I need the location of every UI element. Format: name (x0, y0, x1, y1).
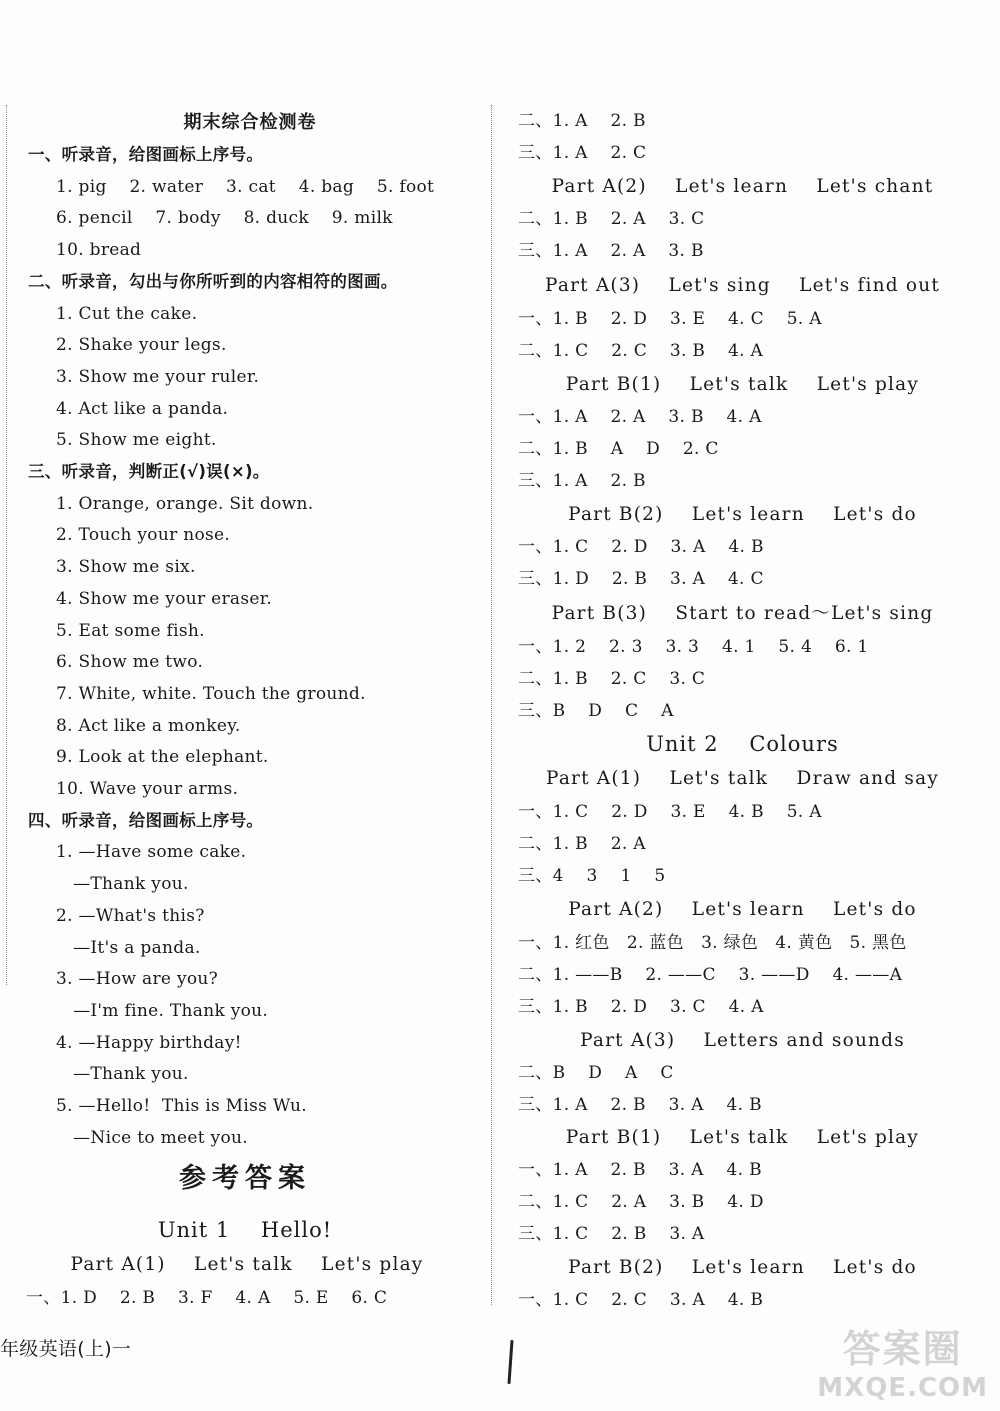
question-line: 7. White, white. Touch the ground. (56, 683, 366, 704)
answer-line: 一、1. C 2. D 3. E 4. B 5. A (518, 802, 822, 822)
question-line: —Nice to meet you. (56, 1127, 248, 1148)
part-title: Part A(1) Let's talk Draw and say (546, 768, 939, 789)
answer-line: 三、1. A 2. B 3. A 4. B (518, 1095, 762, 1115)
unit-title: Unit 1 Hello! (157, 1218, 333, 1242)
part-title: Part A(1) Let's talk Let's play (70, 1254, 424, 1275)
answer-line: 二、1. B A D 2. C (518, 439, 719, 459)
answer-line: 三、1. A 2. B (518, 471, 646, 491)
answer-line: 二、1. A 2. B (518, 111, 646, 131)
answer-line: 二、1. C 2. A 3. B 4. D (518, 1192, 764, 1212)
answer-line: 二、1. C 2. C 3. B 4. A (518, 341, 764, 361)
section-heading: 四、听录音，给图画标上序号。 (28, 810, 264, 830)
part-title: Part A(2) Let's learn Let's do (568, 899, 917, 920)
answer-line: 三、1. B 2. D 3. C 4. A (518, 997, 764, 1017)
answer-line: 一、1. 2 2. 3 3. 3 4. 1 5. 4 6. 1 (518, 637, 869, 657)
part-title: Part B(1) Let's talk Let's play (565, 374, 920, 395)
center-dotted-divider (491, 105, 492, 1305)
watermark-url: MXQE.COM (817, 1373, 988, 1403)
question-line: 3. Show me your ruler. (56, 366, 260, 387)
question-line: 2. —What's this? (56, 905, 205, 926)
answer-line: 一、1. C 2. D 3. A 4. B (518, 537, 764, 557)
question-line: 1. pig 2. water 3. cat 4. bag 5. foot (56, 176, 435, 197)
answer-line: 三、B D C A (518, 701, 674, 721)
question-line: —Thank you. (56, 874, 189, 895)
answers-title: 参考答案 (179, 1163, 311, 1194)
question-line: 1. Cut the cake. (56, 303, 198, 324)
answer-line: 二、1. B 2. A (518, 834, 646, 854)
question-line: 5. —Hello! This is Miss Wu. (56, 1096, 307, 1116)
answer-line: 一、1. D 2. B 3. F 4. A 5. E 6. C (26, 1288, 388, 1308)
part-title: Part A(3) Let's sing Let's find out (545, 275, 940, 296)
question-line: —I'm fine. Thank you. (56, 1000, 269, 1021)
answer-line: 二、1. ——B 2. ——C 3. ——D 4. ——A (518, 965, 903, 985)
answer-line: 三、1. C 2. B 3. A (518, 1224, 705, 1244)
section-heading: 二、听录音，勾出与你所听到的内容相符的图画。 (28, 271, 398, 291)
part-title: Part B(2) Let's learn Let's do (568, 1257, 917, 1278)
question-line: 5. Show me eight. (56, 430, 217, 451)
question-line: 6. Show me two. (56, 652, 204, 673)
question-line: 10. Wave your arms. (56, 779, 239, 799)
question-line: 2. Touch your nose. (56, 525, 231, 546)
answer-line: 一、1. C 2. C 3. A 4. B (518, 1290, 764, 1310)
question-line: —Thank you. (56, 1064, 189, 1085)
left-column (0, 0, 480, 1411)
answer-line: 二、1. B 2. A 3. C (518, 209, 705, 229)
right-column (500, 0, 1000, 1411)
question-line: 4. Show me your eraser. (56, 588, 272, 609)
answer-line: 三、4 3 1 5 (518, 866, 666, 886)
part-title: Part B(2) Let's learn Let's do (568, 504, 917, 525)
answer-line: 一、1. A 2. B 3. A 4. B (518, 1160, 762, 1180)
answer-line: 一、1. 红色 2. 蓝色 3. 绿色 4. 黄色 5. 黑色 (518, 933, 907, 953)
page-footer: 年级英语(上)一 (0, 1338, 132, 1360)
question-line: 1. —Have some cake. (56, 842, 247, 863)
answer-line: 二、1. B 2. C 3. C (518, 669, 706, 689)
question-line: 3. —How are you? (56, 969, 219, 990)
section-heading: 三、听录音，判断正(√)误(×)。 (28, 462, 270, 481)
left-margin-dotted-line (6, 105, 7, 985)
question-line: 3. Show me six. (56, 557, 196, 578)
part-title: Part A(2) Let's learn Let's chant (551, 176, 934, 197)
part-title: Part A(3) Letters and sounds (580, 1030, 905, 1051)
question-line: 4. Act like a panda. (56, 398, 229, 419)
watermark-logo: 答案圈 (842, 1327, 963, 1371)
part-title: Part B(3) Start to read～Let's sing (551, 603, 934, 624)
question-line: —It's a panda. (56, 937, 201, 958)
question-line: 6. pencil 7. body 8. duck 9. milk (56, 208, 393, 229)
question-line: 4. —Happy birthday! (56, 1032, 242, 1053)
answer-line: 一、1. B 2. D 3. E 4. C 5. A (518, 309, 822, 329)
answer-line: 三、1. A 2. A 3. B (518, 241, 704, 261)
question-line: 9. Look at the elephant. (56, 747, 269, 768)
question-line: 5. Eat some fish. (56, 620, 205, 641)
part-title: Part B(1) Let's talk Let's play (565, 1127, 920, 1148)
question-line: 2. Shake your legs. (56, 335, 227, 356)
question-line: 8. Act like a monkey. (56, 715, 241, 736)
answer-line: 一、1. A 2. A 3. B 4. A (518, 407, 762, 427)
answer-line: 二、B D A C (518, 1063, 674, 1083)
unit-title: Unit 2 Colours (646, 732, 839, 756)
question-line: 10. bread (56, 240, 142, 261)
answer-line: 三、1. D 2. B 3. A 4. C (518, 569, 764, 589)
answer-line: 三、1. A 2. C (518, 143, 647, 163)
watermark (817, 1318, 988, 1403)
section-heading: 一、听录音，给图画标上序号。 (28, 145, 264, 164)
question-line: 1. Orange, orange. Sit down. (56, 493, 314, 514)
exam-title: 期末综合检测卷 (183, 112, 317, 133)
